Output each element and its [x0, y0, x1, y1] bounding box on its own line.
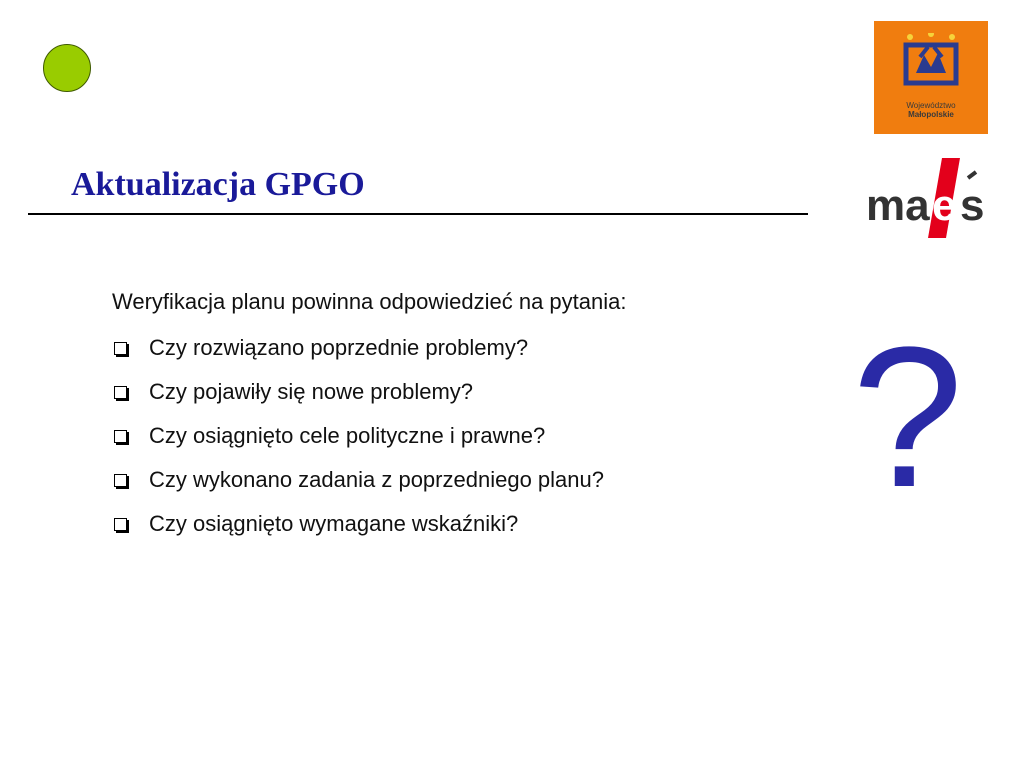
svg-text:s: s	[960, 181, 985, 230]
checkbox-bullet-icon	[114, 386, 127, 399]
checklist-item-text: Czy osiągnięto wymagane wskaźniki?	[149, 511, 519, 536]
slide-title: Aktualizacja GPGO	[71, 166, 365, 203]
checkbox-bullet-icon	[114, 474, 127, 487]
title-underline	[28, 213, 808, 215]
malopolska-line1: Województwo	[906, 101, 956, 110]
green-dot-decoration	[43, 44, 91, 92]
maes-logo	[864, 158, 996, 238]
checkbox-bullet-icon	[114, 518, 127, 531]
malopolska-logo	[874, 21, 988, 134]
malopolska-line2: Małopolskie	[908, 110, 954, 119]
intro-text: Weryfikacja planu powinna odpowiedzieć na pytania:	[112, 289, 627, 314]
checkbox-bullet-icon	[114, 342, 127, 355]
checklist-item-text: Czy pojawiły się nowe problemy?	[149, 379, 474, 404]
malopolska-emblem-icon	[898, 33, 964, 97]
maes-logo-graphic	[864, 158, 996, 238]
checklist-item-text: Czy wykonano zadania z poprzedniego planu?	[149, 467, 604, 492]
question-mark-graphic: ?	[852, 306, 964, 529]
maes-logo-text: ma	[866, 181, 930, 230]
checkbox-bullet-icon	[114, 430, 127, 443]
checklist-item-text: Czy osiągnięto cele polityczne i prawne?	[149, 423, 546, 448]
checklist-item-text: Czy rozwiązano poprzednie problemy?	[149, 335, 529, 360]
svg-text:e: e	[932, 181, 957, 230]
